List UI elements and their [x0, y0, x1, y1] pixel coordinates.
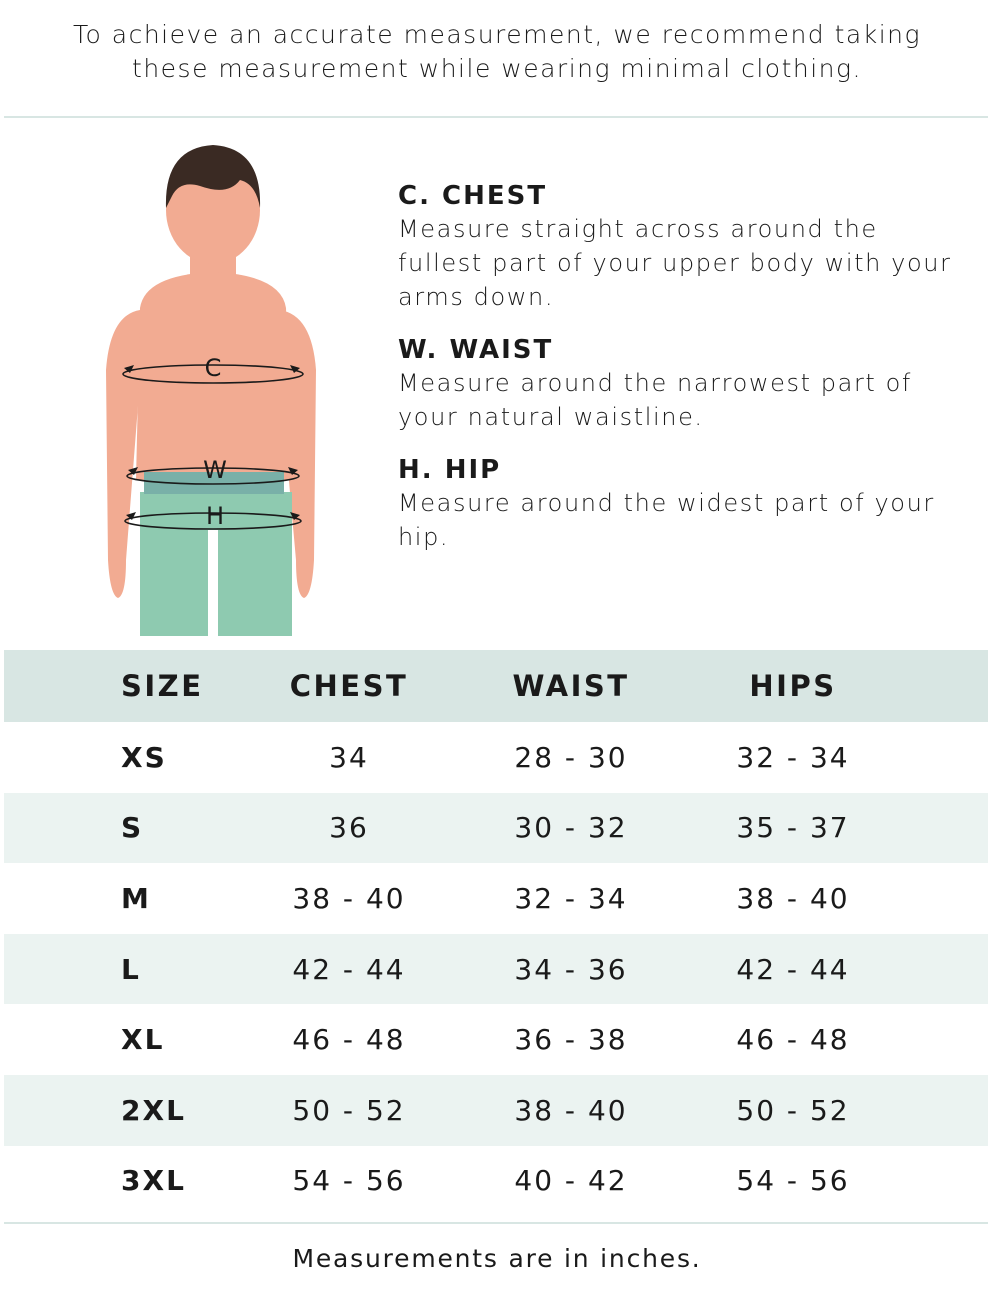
- size-cell: XL: [121, 1023, 165, 1057]
- table-row: [4, 863, 988, 934]
- size-cell: XS: [121, 740, 167, 774]
- hips-cell: 42 - 44: [736, 952, 850, 986]
- chest-title: C. CHEST: [398, 181, 548, 211]
- chest-text-line: fullest part of your upper body with your: [398, 249, 952, 277]
- waist-instruction: [398, 334, 978, 434]
- chest-cell: 36: [329, 811, 369, 845]
- hip-instruction: [398, 454, 978, 554]
- body-illustration: [100, 140, 330, 640]
- table-row: [4, 1004, 988, 1075]
- table-row: [4, 1075, 988, 1146]
- hips-cell: 46 - 48: [736, 1023, 850, 1057]
- waist-cell: 28 - 30: [514, 740, 628, 774]
- hips-cell: 38 - 40: [736, 881, 850, 915]
- chest-text-line: arms down.: [398, 283, 555, 311]
- chest-cell: 42 - 44: [292, 952, 406, 986]
- chest-cell: 34: [329, 740, 369, 774]
- table-header-row: [4, 650, 988, 722]
- header-waist: WAIST: [512, 669, 630, 703]
- table-row: [4, 793, 988, 864]
- hip-text-line: Measure around the widest part of your: [398, 489, 935, 517]
- hips-cell: 54 - 56: [736, 1164, 850, 1198]
- size-cell: S: [121, 811, 144, 845]
- size-cell: M: [121, 881, 151, 915]
- table-row: [4, 722, 988, 793]
- chest-cell: 54 - 56: [292, 1164, 406, 1198]
- table-row: [4, 934, 988, 1005]
- top-divider: [4, 116, 988, 118]
- chest-cell: 46 - 48: [292, 1023, 406, 1057]
- waist-cell: 38 - 40: [514, 1093, 628, 1127]
- hips-cell: 35 - 37: [736, 811, 850, 845]
- header-chest: CHEST: [289, 669, 409, 703]
- waist-title: W. WAIST: [398, 335, 554, 365]
- size-cell: 3XL: [121, 1164, 186, 1198]
- waist-cell: 34 - 36: [514, 952, 628, 986]
- bottom-divider: [4, 1222, 988, 1224]
- hips-cell: 32 - 34: [736, 740, 850, 774]
- body-measurement-figure: [100, 140, 330, 640]
- hips-cell: 50 - 52: [736, 1093, 850, 1127]
- chest-label: C: [204, 354, 222, 382]
- hip-text-line: hip.: [398, 523, 450, 551]
- hip-label: H: [205, 502, 225, 530]
- intro-line-2: these measurement while wearing minimal clothing.: [132, 54, 862, 83]
- size-cell: L: [121, 952, 141, 986]
- table-row: [4, 1146, 988, 1217]
- chest-text-line: Measure straight across around the: [398, 215, 878, 243]
- chest-cell: 50 - 52: [292, 1093, 406, 1127]
- waist-label: W: [203, 456, 227, 484]
- header-hips: HIPS: [749, 669, 837, 703]
- intro-text: [0, 18, 994, 86]
- waist-text-line: Measure around the narrowest part of: [398, 369, 912, 397]
- header-size: SIZE: [121, 669, 204, 703]
- waist-cell: 30 - 32: [514, 811, 628, 845]
- units-note: Measurements are in inches.: [292, 1244, 702, 1273]
- intro-line-1: To achieve an accurate measurement, we recommend taking: [73, 20, 921, 49]
- waist-cell: 40 - 42: [514, 1164, 628, 1198]
- measurement-instructions: [398, 180, 978, 574]
- waist-text-line: your natural waistline.: [398, 403, 704, 431]
- chest-cell: 38 - 40: [292, 881, 406, 915]
- waist-cell: 36 - 38: [514, 1023, 628, 1057]
- chest-instruction: [398, 180, 978, 314]
- waist-cell: 32 - 34: [514, 881, 628, 915]
- hip-title: H. HIP: [398, 455, 502, 485]
- size-cell: 2XL: [121, 1093, 186, 1127]
- size-chart-table: [4, 650, 988, 1216]
